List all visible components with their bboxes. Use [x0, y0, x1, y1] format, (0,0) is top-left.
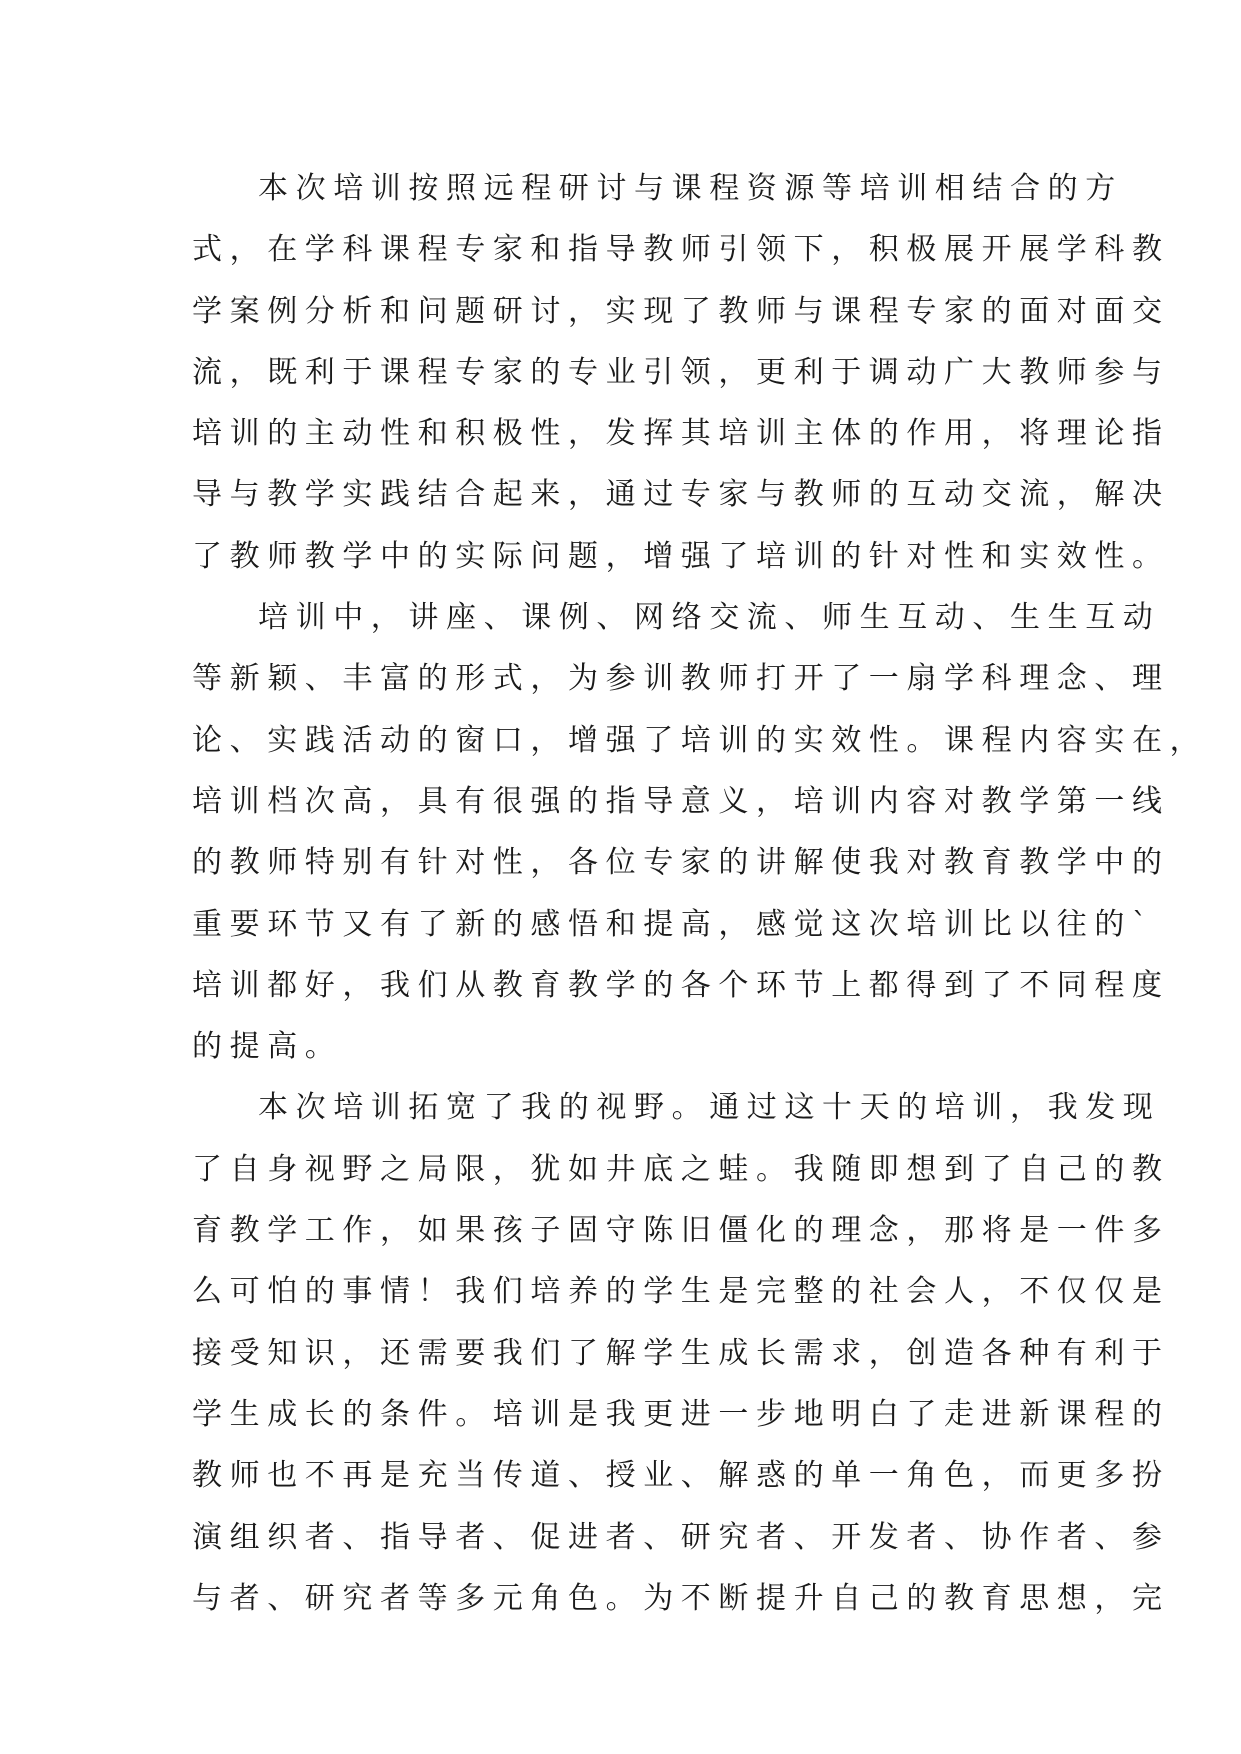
paragraph-3-line-2: 了自身视野之局限，犹如井底之蛙。我随即想到了自己的教 [192, 1151, 1170, 1187]
paragraph-1-line-4: 流，既利于课程专家的专业引领，更利于调动广大教师参与 [192, 354, 1170, 390]
paragraph-1-line-7: 了教师教学中的实际问题，增强了培训的针对性和实效性。 [192, 538, 1170, 574]
body-text [192, 158, 1208, 1629]
paragraph-1-line-5: 培训的主动性和积极性，发挥其培训主体的作用，将理论指 [192, 416, 1170, 452]
paragraph-3-line-1: 本次培训拓宽了我的视野。通过这十天的培训，我发现 [258, 1090, 1161, 1126]
paragraph-3-line-6: 学生成长的条件。培训是我更进一步地明白了走进新课程的 [192, 1396, 1170, 1432]
paragraph-3-line-9: 与者、研究者等多元角色。为不断提升自己的教育思想，完 [192, 1580, 1170, 1616]
paragraph-2-line-7: 培训都好，我们从教育教学的各个环节上都得到了不同程度 [192, 967, 1170, 1003]
paragraph-2-line-1: 培训中，讲座、课例、网络交流、师生互动、生生互动 [258, 600, 1161, 636]
paragraph-1-line-2: 式，在学科课程专家和指导教师引领下，积极展开展学科教 [192, 232, 1170, 268]
paragraph-1-line-6: 导与教学实践结合起来，通过专家与教师的互动交流，解决 [192, 477, 1170, 513]
paragraph-2-line-5: 的教师特别有针对性，各位专家的讲解使我对教育教学中的 [192, 845, 1170, 881]
paragraph-3-line-7: 教师也不再是充当传道、授业、解惑的单一角色，而更多扮 [192, 1458, 1170, 1494]
paragraph-1-line-3: 学案例分析和问题研讨，实现了教师与课程专家的面对面交 [192, 293, 1170, 329]
paragraph-3-line-3: 育教学工作，如果孩子固守陈旧僵化的理念，那将是一件多 [192, 1213, 1170, 1249]
paragraph-2-line-4: 培训档次高，具有很强的指导意义，培训内容对教学第一线 [192, 783, 1170, 819]
paragraph-2-line-2: 等新颖、丰富的形式，为参训教师打开了一扇学科理念、理 [192, 661, 1170, 697]
paragraph-2-line-6: 重要环节又有了新的感悟和提高，感觉这次培训比以往的` [192, 906, 1155, 942]
paragraph-3-line-8: 演组织者、指导者、促进者、研究者、开发者、协作者、参 [192, 1519, 1170, 1555]
paragraph-3-line-5: 接受知识，还需要我们了解学生成长需求，创造各种有利于 [192, 1335, 1170, 1371]
paragraph-1-line-1: 本次培训按照远程研讨与课程资源等培训相结合的方 [258, 171, 1123, 206]
paragraph-2-line-3: 论、实践活动的窗口，增强了培训的实效性。课程内容实在， [192, 722, 1208, 758]
paragraph-2-line-8: 的提高。 [192, 1029, 343, 1065]
paragraph-3-line-4: 么可怕的事情！我们培养的学生是完整的社会人，不仅仅是 [192, 1274, 1170, 1310]
